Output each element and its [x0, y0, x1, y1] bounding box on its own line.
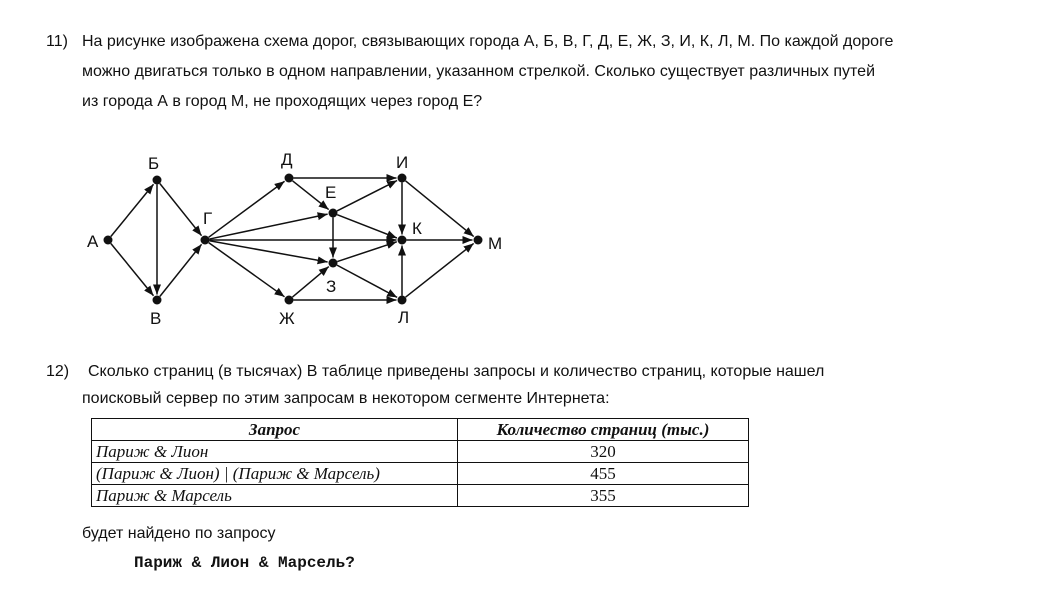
- node-k: [398, 236, 407, 245]
- count-cell: 320: [458, 441, 749, 463]
- header-query: Запрос: [92, 419, 458, 441]
- node-label-d: Д: [281, 150, 293, 169]
- node-z: [329, 259, 338, 268]
- task11-text-line-3: из города А в город М, не проходящих через город Е?: [82, 93, 483, 110]
- node-label-z: З: [326, 277, 337, 296]
- table-row: [92, 485, 749, 507]
- node-b: [153, 176, 162, 185]
- edge-d-e: [293, 181, 329, 210]
- edge-a-v: [111, 243, 154, 295]
- node-v: [153, 296, 162, 305]
- task11-text-line-1: На рисунке изображена схема дорог, связывающих города А, Б, В, Г, Д, Е, Ж, З, И, К, Л, М. По каждой дороге: [82, 33, 894, 50]
- node-e: [329, 209, 338, 218]
- node-label-g: Г: [203, 209, 213, 228]
- edge-a-b: [111, 184, 154, 236]
- edge-g-zh: [209, 243, 285, 297]
- query-results-table: [91, 418, 749, 507]
- table-row: [92, 441, 749, 463]
- edge-g-e: [209, 214, 327, 239]
- node-a: [104, 236, 113, 245]
- task11-number: 11): [46, 33, 68, 50]
- edge-b-g: [160, 184, 202, 236]
- edge-e-i: [337, 180, 397, 210]
- node-label-v: В: [150, 309, 162, 328]
- task12-query: Париж & Лион & Марсель?: [134, 554, 355, 572]
- node-d: [285, 174, 294, 183]
- node-label-zh: Ж: [279, 309, 295, 328]
- task12-number: 12): [46, 363, 70, 380]
- node-zh: [285, 296, 294, 305]
- header-page-count: Количество страниц (тыс.): [458, 419, 749, 441]
- edge-z-k: [337, 242, 397, 262]
- edge-z-l: [337, 265, 397, 297]
- count-cell: 355: [458, 485, 749, 507]
- node-g: [201, 236, 210, 245]
- node-label-l: Л: [398, 308, 410, 327]
- count-cell: 455: [458, 463, 749, 485]
- edge-e-k: [337, 215, 397, 238]
- query-cell: Париж & Лион: [92, 441, 458, 463]
- node-label-m: М: [488, 234, 503, 253]
- node-m: [474, 236, 483, 245]
- table-header-row: [92, 419, 749, 441]
- node-l: [398, 296, 407, 305]
- node-label-a: А: [87, 232, 99, 251]
- task12-after-text: будет найдено по запросу: [82, 525, 276, 542]
- table-row: [92, 463, 749, 485]
- task12-text-line-1: Сколько страниц (в тысячах) В таблице приведены запросы и количество страниц, которые нашел: [88, 363, 825, 380]
- node-label-k: К: [412, 219, 422, 238]
- task12-text-line-2: поисковый сервер по этим запросам в некотором сегменте Интернета:: [82, 390, 610, 407]
- node-label-e: Е: [325, 183, 337, 202]
- node-i: [398, 174, 407, 183]
- edge-g-z: [209, 241, 327, 262]
- node-label-i: И: [396, 153, 409, 172]
- edge-l-m: [406, 243, 474, 297]
- query-cell: (Париж & Лион) | (Париж & Марсель): [92, 463, 458, 485]
- edge-zh-z: [292, 267, 328, 298]
- task11-text-line-2: можно двигаться только в одном направлении, указанном стрелкой. Сколько существует различных путей: [82, 63, 876, 80]
- edge-v-g: [160, 244, 202, 296]
- node-label-b: Б: [148, 154, 160, 173]
- edge-g-d: [209, 181, 285, 237]
- query-cell: Париж & Марсель: [92, 485, 458, 507]
